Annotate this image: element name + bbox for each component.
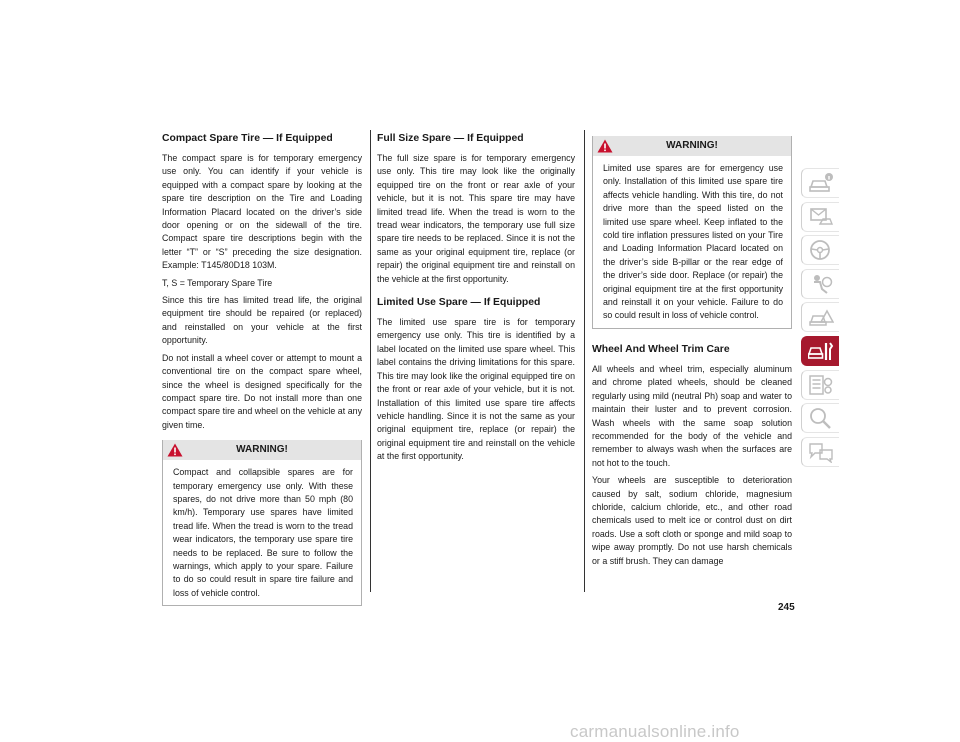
warning-text: Compact and collapsible spares are for temporary emergency use only. With these spares, do not drive more than 50 mph (80 km/h). Temporary use spares have limited tread life. When the tread is worn to the tread wear indicators, the temporary use spare tire needs to be replaced. Be sure to follow the warnings, which apply to your spare. Failure to do so could result in spare tire failure and loss of vehicle control.: [173, 467, 353, 598]
column-left: [162, 132, 362, 606]
chapter-tab-language[interactable]: [801, 437, 839, 467]
chapter-tab-keys[interactable]: [801, 202, 839, 232]
paragraph: Since this tire has limited tread life, the original equipment tire should be repaired (or replaced) and reinstalled on your vehicle at the first opportunity.: [162, 295, 362, 346]
warning-text: Limited use spares are for emergency use only. Installation of this limited use spare tire affects vehicle handling. With this tire, do not drive more than the speed listed on the limited use spare wheel. Keep inflated to the cold tire inflation pressures listed on your Tire and Loading Information Placard located on the driver’s side B-pillar or the rear edge of the driver’s side door. Replace (or repair) the original equipment tire at the first opportunity and reinstall it on your vehicle. Failure to do so could result in loss of vehicle control.: [603, 163, 783, 321]
specifications-list-icon: [808, 374, 834, 396]
warning-triangle-icon: [597, 139, 613, 153]
warning-header: [163, 440, 361, 460]
chapter-tab-specifications[interactable]: [801, 370, 839, 400]
chapter-tabs: [801, 168, 839, 470]
chapter-tab-instrument-panel[interactable]: [801, 235, 839, 265]
car-keys-icon: [808, 206, 834, 228]
chapter-tab-servicing-maintenance[interactable]: [801, 336, 839, 366]
index-search-icon: [808, 407, 834, 429]
section-heading-limited-use-spare: Limited Use Spare — If Equipped: [377, 297, 541, 309]
warning-title: WARNING!: [236, 444, 288, 456]
column-divider: [584, 130, 585, 592]
steering-wheel-icon: [808, 239, 834, 261]
watermark: carmanualsonline.info: [570, 722, 740, 741]
chapter-tab-safety[interactable]: [801, 269, 839, 299]
airbag-safety-icon: [808, 273, 834, 295]
warning-box-compact-spare: [162, 440, 362, 606]
language-icon: [808, 441, 834, 463]
warning-box-limited-use-spare: [592, 136, 792, 329]
paragraph: Your wheels are susceptible to deterioration caused by salt, sodium chloride, magnesium chloride, calcium chloride, etc., and other road chemicals used to melt ice or control dust on dirt roads. Use a soft cloth or sponge and mild soap to wipe away promptly. Do not use harsh chemicals or a stiff brush. They can damage: [592, 475, 792, 566]
chapter-tab-getting-to-know-vehicle[interactable]: [801, 168, 839, 198]
column-divider: [370, 130, 371, 592]
section-heading-full-size-spare: Full Size Spare — If Equipped: [377, 133, 524, 144]
paragraph: Do not install a wheel cover or attempt to mount a conventional tire on the compact spare wheel, since the wheel is designed specifically for the compact spare tire. Do not install more than one compact spare tire and wheel on the vehicle at any given time.: [162, 352, 362, 430]
section-heading-wheel-trim-care: Wheel And Wheel Trim Care: [592, 343, 730, 355]
column-middle: [377, 132, 575, 468]
car-service-tools-icon: [808, 340, 834, 362]
paragraph: All wheels and wheel trim, especially aluminum and chrome plated wheels, should be cleaned regularly using mild (neutral Ph) soap and water to maintain their luster and to prevent corrosion. Wash wheels with the same soap solution recommended for the body of the vehicle and remember to always wash when the surfaces are not hot to the touch.: [592, 363, 792, 468]
warning-triangle-icon: [167, 443, 183, 457]
paragraph: The full size spare is for temporary emergency use only. This tire may look like the originally equipped tire on the front or rear axle of your vehicle, but it is not. This spare tire may have limited tread life. When the tread is worn to the tread wear indicators, the temporary use full size spare tire needs to be replaced. Since it is not the same as your original equipment tire, replace (or repair) the original equipment tire and reinstall on the vehicle at the first opportunity.: [377, 153, 575, 284]
paragraph: The compact spare is for temporary emergency use only. You can identify if your vehicle is equipped with a compact spare by looking at the spare tire description on the Tire and Loading Information Placard located on the driver’s side door opening or on the sidewall of the tire. Compact spare tire descriptions begin with the letter “T” or “S” preceding the size designation. Example: T145/80D18 103M.: [162, 153, 362, 271]
car-hazard-icon: [808, 306, 834, 328]
warning-title: WARNING!: [666, 140, 718, 151]
page-number: 245: [778, 602, 795, 613]
paragraph: T, S = Temporary Spare Tire: [162, 277, 273, 288]
car-info-icon: [808, 172, 834, 194]
section-heading-compact-spare: Compact Spare Tire — If Equipped: [162, 133, 333, 144]
chapter-tab-index[interactable]: [801, 403, 839, 433]
column-right: [592, 136, 792, 572]
warning-header: [593, 136, 791, 156]
chapter-tab-emergency[interactable]: [801, 302, 839, 332]
paragraph: The limited use spare tire is for temporary emergency use only. This tire is identified by a label located on the limited use spare wheel. This label contains the driving limitations for this spare. This tire may look like the original equipped tire on the front or rear axle of your vehicle, but it is not. Installation of this limited use spare tire affects vehicle handling. Since it is not the same as your original equipment tire, replace (or repair) the original equipment tire and reinstall on the vehicle at the first opportunity.: [377, 317, 575, 462]
